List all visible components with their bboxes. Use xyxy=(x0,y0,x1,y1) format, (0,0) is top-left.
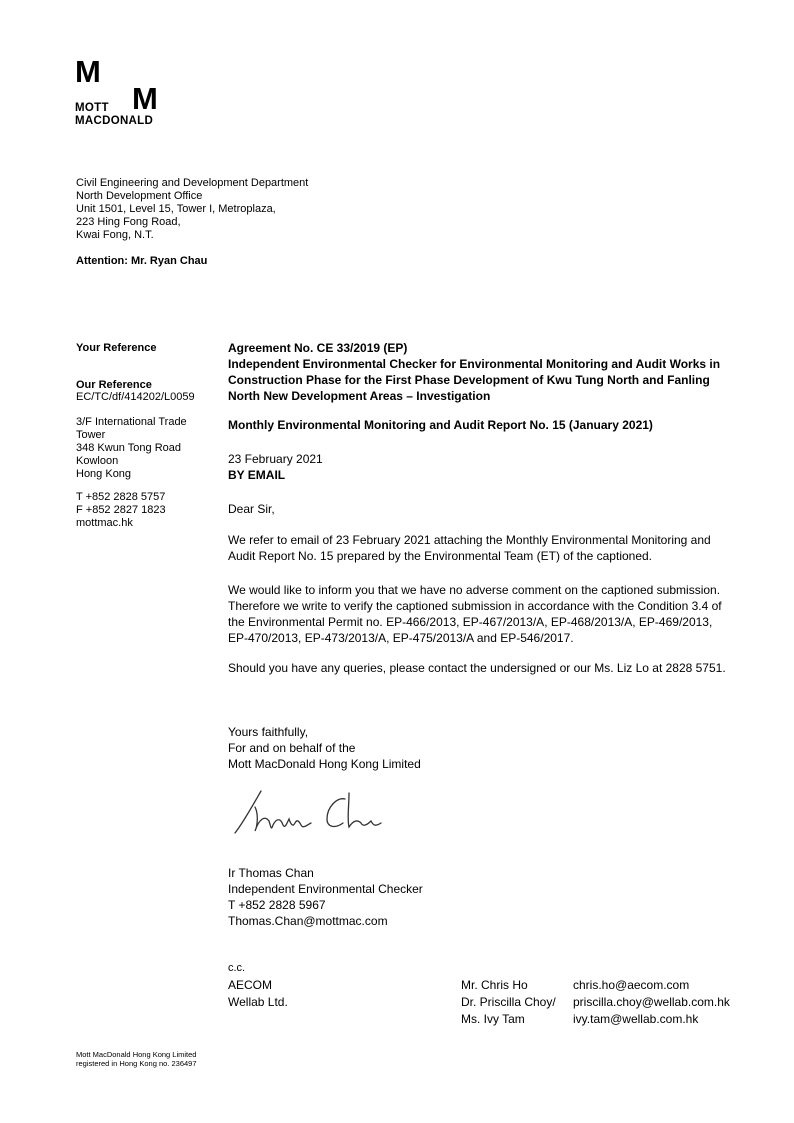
cc-contact-email[interactable]: priscilla.choy@wellab.com.hk xyxy=(573,995,730,1009)
sidebar-address-line: Hong Kong xyxy=(76,468,132,480)
paragraph-line: We refer to email of 23 February 2021 attaching the Monthly Environmental Monitoring and xyxy=(228,533,711,547)
cc-label: c.c. xyxy=(228,962,246,974)
closing-line: For and on behalf of the xyxy=(228,741,356,755)
paragraph-line: Therefore we write to verify the captioned submission in accordance with the Condition 3.4 of xyxy=(228,599,722,613)
sidebar-phone: T +852 2828 5757 xyxy=(76,491,166,503)
company-logo xyxy=(75,56,165,131)
sidebar-address-line: 3/F International Trade xyxy=(76,416,187,428)
logo-letter-m-top: M xyxy=(75,54,100,89)
subject-block xyxy=(228,340,720,404)
signatory-phone: T +852 2828 5967 xyxy=(228,898,326,912)
subject-title-line: North New Development Areas – Investigation xyxy=(228,389,491,403)
footer-line: registered in Hong Kong no. 236497 xyxy=(76,1059,197,1068)
recipient-line: North Development Office xyxy=(76,190,203,202)
subject-title-line: Construction Phase for the First Phase Development of Kwu Tung North and Fanling xyxy=(228,373,710,387)
sidebar-contacts xyxy=(76,491,166,530)
our-reference-label: Our Reference xyxy=(76,379,152,391)
paragraph-1 xyxy=(228,532,711,564)
sidebar-address xyxy=(76,416,187,481)
cc-contact-email[interactable]: ivy.tam@wellab.com.hk xyxy=(573,1012,699,1026)
cc-contact-name: Dr. Priscilla Choy/ xyxy=(461,995,556,1009)
sidebar-address-line: 348 Kwun Tong Road xyxy=(76,442,181,454)
your-reference-label: Your Reference xyxy=(76,342,157,354)
cc-org: Wellab Ltd. xyxy=(228,995,288,1009)
handwritten-signature xyxy=(225,785,390,840)
delivery-method: BY EMAIL xyxy=(228,468,286,482)
paragraph-line: Should you have any queries, please contact the undersigned or our Ms. Liz Lo at 2828 5751. xyxy=(228,661,726,675)
footer-registration xyxy=(76,1050,197,1068)
signatory-name: Ir Thomas Chan xyxy=(228,866,314,880)
sidebar-fax: F +852 2827 1823 xyxy=(76,504,166,516)
footer-line: Mott MacDonald Hong Kong Limited xyxy=(76,1050,197,1059)
subject-title-line: Independent Environmental Checker for Environmental Monitoring and Audit Works in xyxy=(228,357,721,371)
logo-letter-m-bottom: M xyxy=(132,81,157,116)
closing-block xyxy=(228,724,421,772)
paragraph-line: We would like to inform you that we have no adverse comment on the captioned submission. xyxy=(228,583,721,597)
paragraph-2 xyxy=(228,582,722,646)
recipient-address xyxy=(76,177,308,242)
attention-line: Attention: Mr. Ryan Chau xyxy=(76,255,208,267)
letter-date: 23 February 2021 xyxy=(228,452,323,466)
paragraph-line: Audit Report No. 15 prepared by the Environmental Team (ET) of the captioned. xyxy=(228,549,653,563)
paragraph-line: EP-470/2013, EP-473/2013/A, EP-475/2013/A and EP-546/2017. xyxy=(228,631,574,645)
salutation: Dear Sir, xyxy=(228,502,275,516)
recipient-line: Unit 1501, Level 15, Tower I, Metroplaza, xyxy=(76,203,276,215)
sidebar-address-line: Kowloon xyxy=(76,455,119,467)
cc-org: AECOM xyxy=(228,978,273,992)
cc-contact-name: Mr. Chris Ho xyxy=(461,978,528,992)
our-reference-value: EC/TC/df/414202/L0059 xyxy=(76,391,195,403)
closing-line: Mott MacDonald Hong Kong Limited xyxy=(228,757,421,771)
recipient-line: Civil Engineering and Development Department xyxy=(76,177,309,189)
recipient-line: Kwai Fong, N.T. xyxy=(76,229,154,241)
agreement-number: Agreement No. CE 33/2019 (EP) xyxy=(228,341,408,355)
signatory-title: Independent Environmental Checker xyxy=(228,882,423,896)
signatory-block xyxy=(228,865,423,929)
cc-contact-name: Ms. Ivy Tam xyxy=(461,1012,525,1026)
sidebar-website: mottmac.hk xyxy=(76,517,133,529)
signatory-email[interactable]: Thomas.Chan@mottmac.com xyxy=(228,914,388,928)
recipient-line: 223 Hing Fong Road, xyxy=(76,216,181,228)
logo-text-mott: MOTT xyxy=(75,102,109,114)
sidebar-address-line: Tower xyxy=(76,429,106,441)
paragraph-line: the Environmental Permit no. EP-466/2013, EP-467/2013/A, EP-468/2013/A, EP-469/2013, xyxy=(228,615,713,629)
cc-contact-email[interactable]: chris.ho@aecom.com xyxy=(573,978,690,992)
logo-text-macdonald: MACDONALD xyxy=(75,115,154,127)
report-title: Monthly Environmental Monitoring and Audit Report No. 15 (January 2021) xyxy=(228,418,653,432)
closing-line: Yours faithfully, xyxy=(228,725,309,739)
paragraph-3 xyxy=(228,660,726,676)
